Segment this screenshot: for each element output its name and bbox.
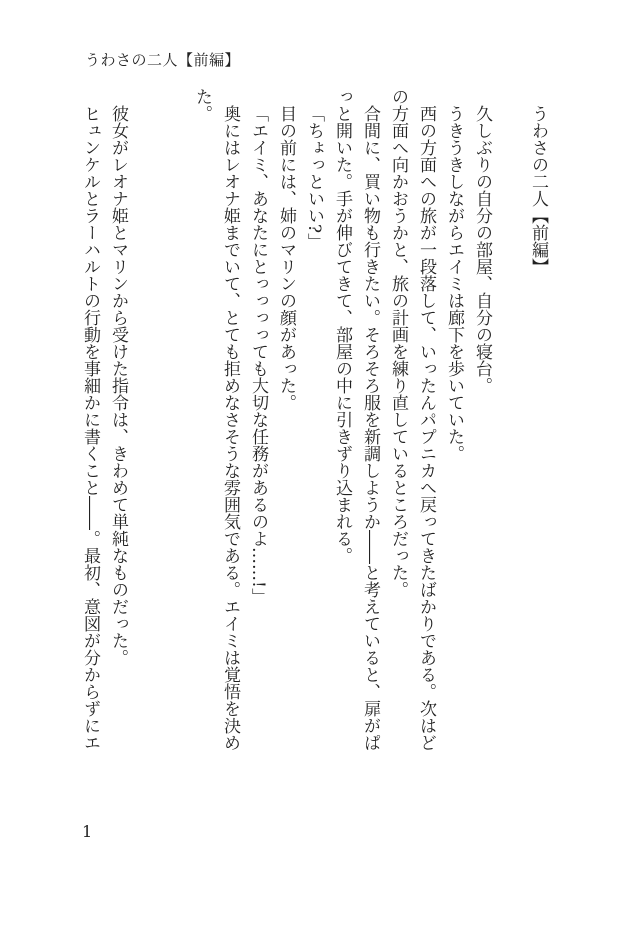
blank-line <box>132 88 160 751</box>
paragraph-line: 合間に、買い物も行きたい。そろそろ服を新調しようか――と考えていると、扉がぱっと開いた。手が伸びてきて、部屋の中に引きずり込まれる。 <box>332 88 380 751</box>
paragraph-line: うきうきしながらエイミは廊下を歩いていた。 <box>444 105 464 462</box>
paragraph-line: 「エイミ、あなたにとっっっっても大切な任務があるのよ……!」 <box>248 105 268 605</box>
vertical-text-body <box>76 88 552 751</box>
paragraph-line: 彼女がレオナ姫とマリンから受けた指令は、きわめて単純なものだった。 <box>108 105 128 666</box>
paragraph-line: 久しぶりの自分の部屋、自分の寝台。 <box>472 105 492 394</box>
running-header-title: うわさの二人【前編】 <box>85 51 241 69</box>
paragraph-line: 西の方面への旅が一段落して、いったんパプニカへ戻ってきたばかりである。次はどの方面へ向かおうかと、旅の計画を練り直しているところだった。 <box>388 88 436 751</box>
paragraph-line: 「ちょっといい?」 <box>304 105 324 251</box>
page-number: 1 <box>82 822 93 841</box>
paragraph-line: ヒュンケルとラーハルトの行動を事細かに書くこと――。最初、意図が分からずにエ <box>80 105 100 751</box>
paragraph-line: 奥にはレオナ姫までいて、とても拒めなさそうな雰囲気である。エイミは覚悟を決めた。 <box>192 88 240 751</box>
story-title-line: うわさの二人【前編】 <box>528 105 548 275</box>
paragraph-line: 目の前には、姉のマリンの顔があった。 <box>276 105 296 411</box>
blank-line <box>496 88 524 751</box>
blank-line <box>160 88 188 751</box>
